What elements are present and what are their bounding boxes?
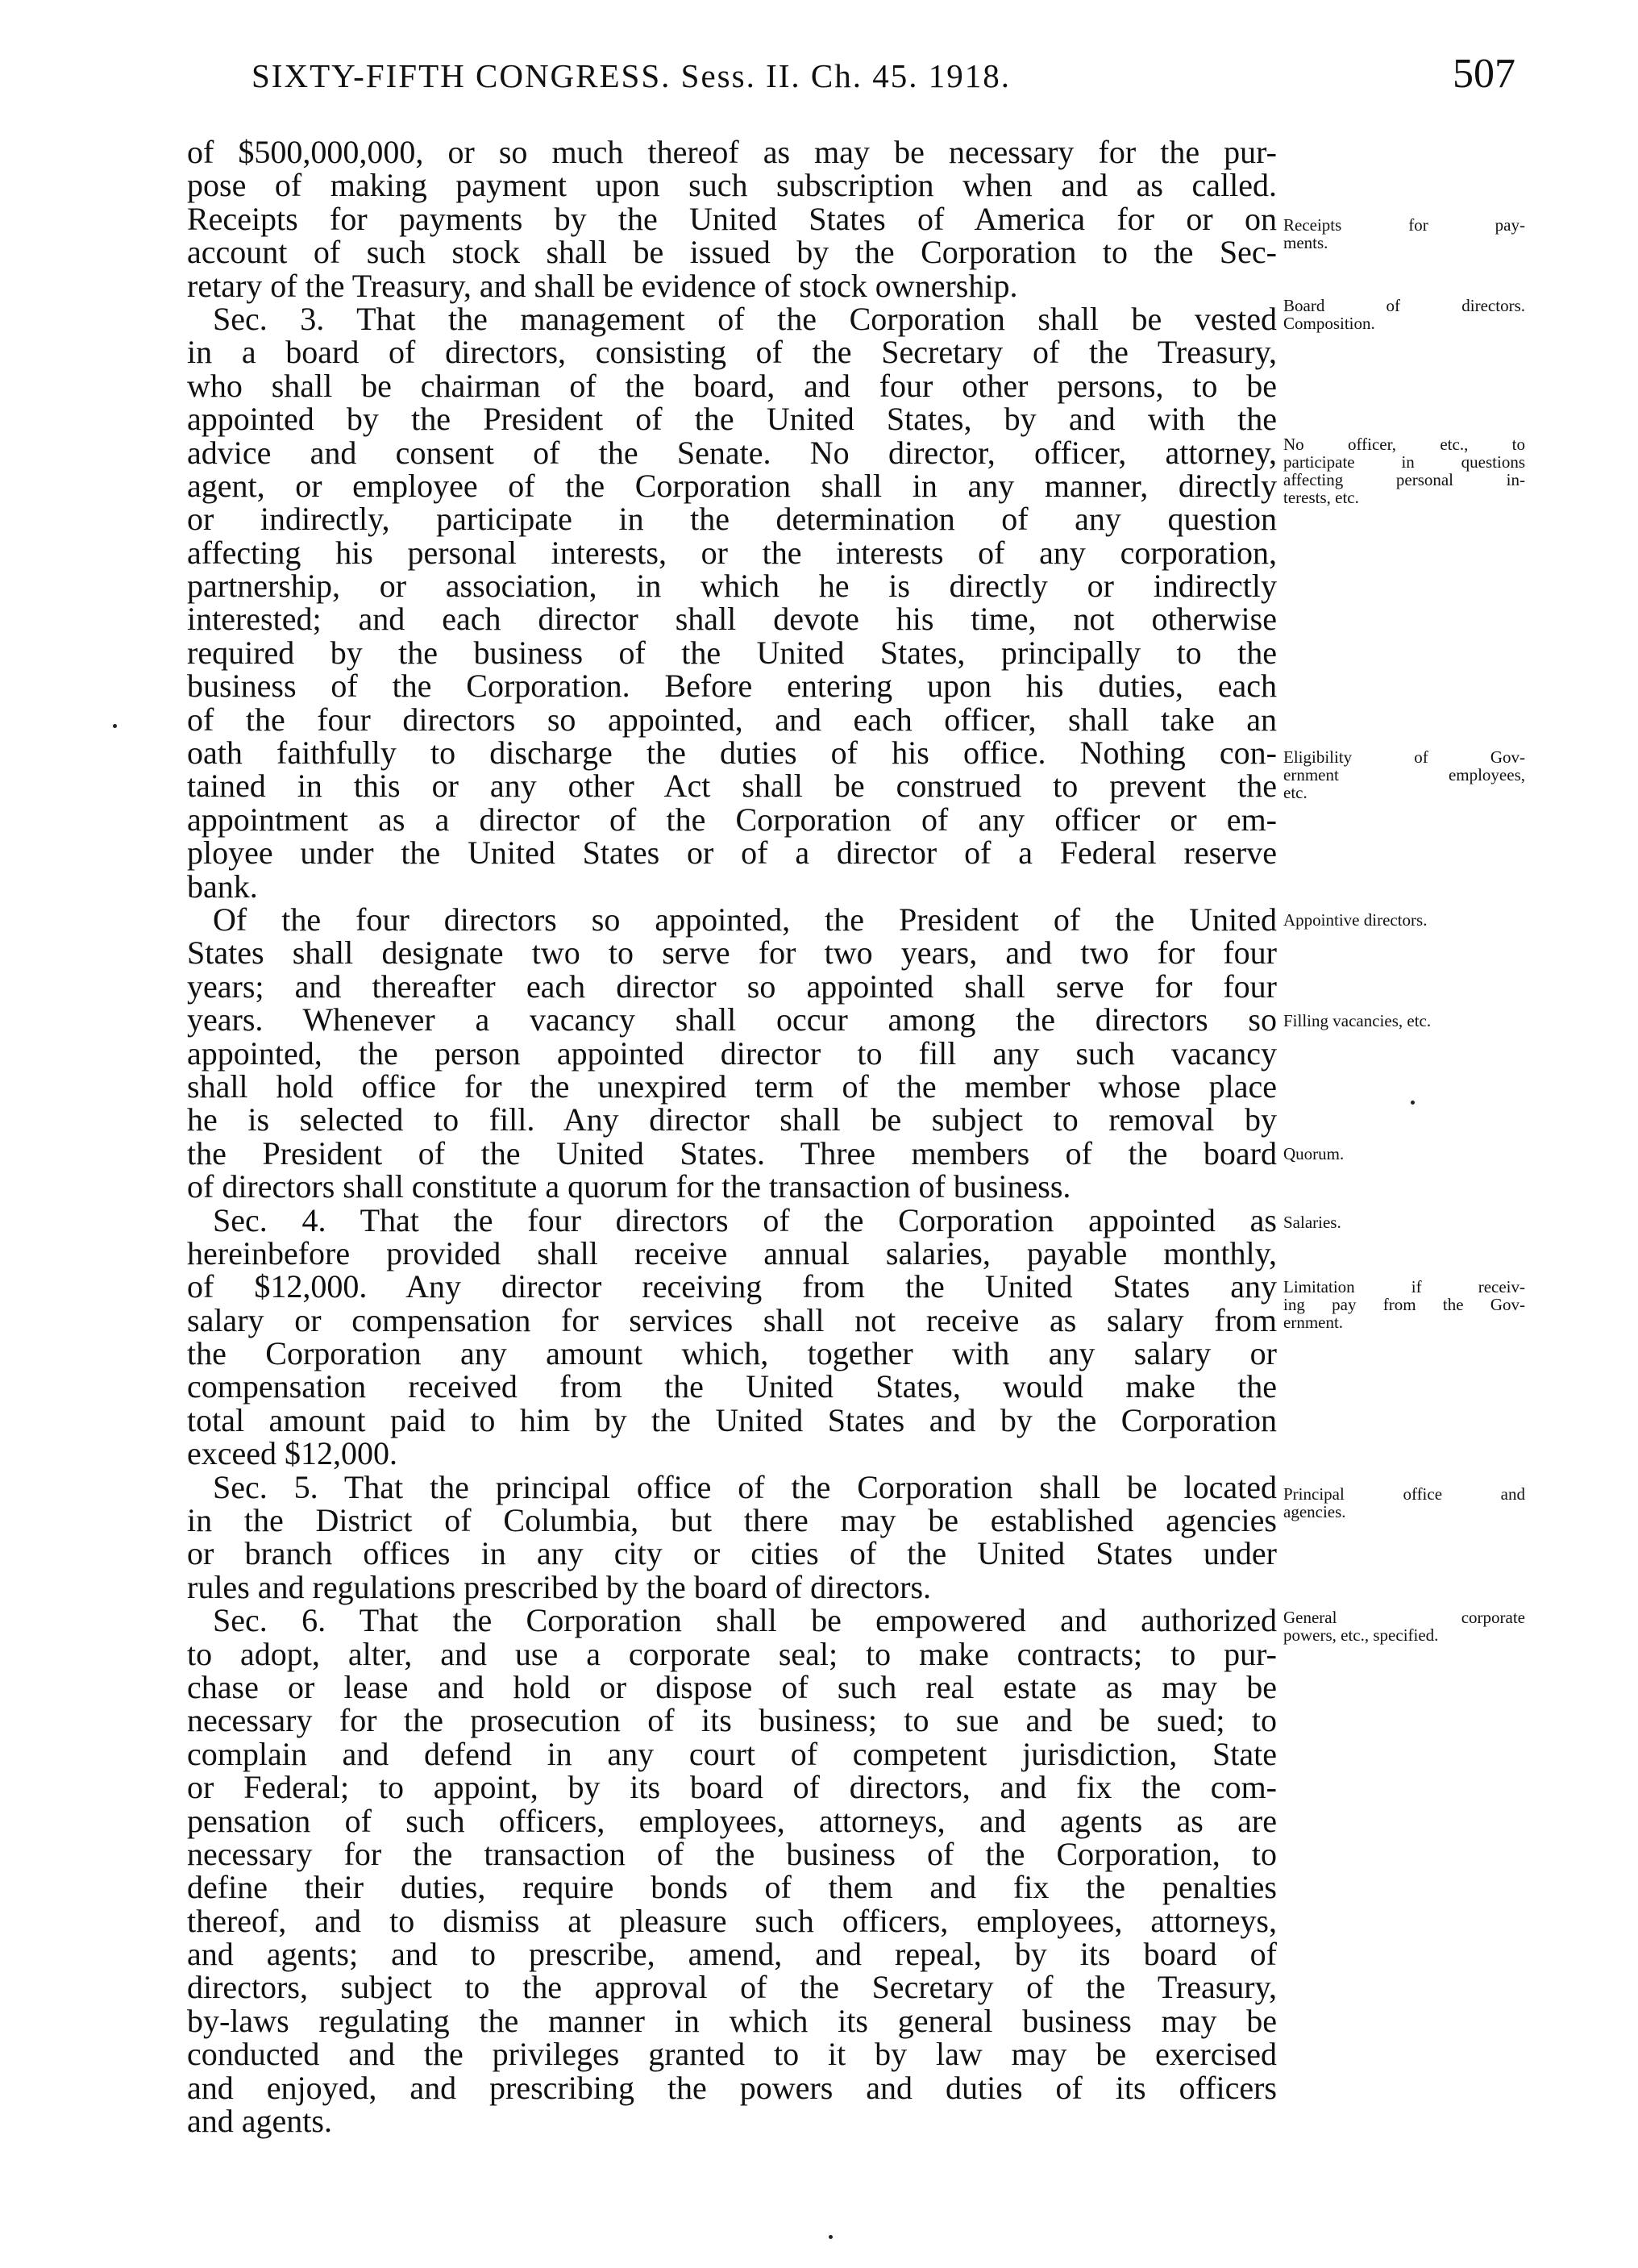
margin-note-line: Salaries. [1283,1213,1341,1232]
margin-note-line: ernment. [1283,1313,1344,1332]
margin-note-line: ernment employees, [1283,765,1525,784]
margin-note-line: powers, etc., specified. [1283,1625,1439,1645]
text-line: of $500,000,000, or so much thereof as may be necessary for the pur- [187,134,1277,170]
text-line: required by the business of the United States, principally to the [187,634,1277,671]
margin-note-line: participate in questions [1283,452,1525,472]
margin-note [1283,911,1525,929]
text-line: Sec. 3. That the management of the Corporation shall be vested [213,300,1277,337]
margin-note-line: Filling vacancies, etc. [1283,1011,1432,1030]
text-line: or Federal; to appoint, by its board of directors, and fix the com- [187,1769,1277,1806]
text-line: ployee under the United States or of a director of a Federal reserve [187,834,1277,872]
text-line: years. Whenever a vacancy shall occur among the directors so [187,1001,1277,1038]
text-line: rules and regulations prescribed by the board of directors. [187,1568,932,1605]
text-line: necessary for the transaction of the business of the Corporation, to [187,1835,1277,1872]
text-line: in the District of Columbia, but there may be established agencies [187,1502,1277,1539]
text-line: who shall be chairman of the board, and four other persons, to be [187,367,1277,404]
margin-note-line: agencies. [1283,1502,1346,1521]
text-line: retary of the Treasury, and shall be evidence of stock ownership. [187,267,1018,304]
text-line: hereinbefore provided shall receive annual salaries, payable monthly, [187,1234,1277,1271]
text-line: oath faithfully to discharge the duties of his office. Nothing con- [187,734,1277,772]
margin-note [1283,297,1525,332]
text-line: the President of the United States. Three members of the board [187,1134,1277,1171]
text-line: bank. [187,868,258,905]
text-line: advice and consent of the Senate. No director, officer, attorney, [187,434,1277,471]
page-number: 507 [1453,51,1515,97]
text-line: total amount paid to him by the United States and by the Corporation [187,1401,1277,1438]
margin-note-line: affecting personal in- [1283,470,1525,489]
margin-note [1283,1485,1525,1521]
text-line: or indirectly, participate in the determination of any question [187,501,1277,538]
margin-note-line: ing pay from the Gov- [1283,1295,1525,1314]
text-line: appointed by the President of the United States, by and with the [187,401,1277,438]
text-line: States shall designate two to serve for two years, and two for four [187,934,1277,972]
margin-note-line: terests, etc. [1283,488,1359,507]
text-line: of directors shall constitute a quorum for the transaction of business. [187,1168,1071,1205]
text-line: partnership, or association, in which he is directly or indirectly [187,568,1277,605]
text-line: and agents; and to prescribe, amend, and repeal, by its board of [187,1936,1277,1973]
margin-note-line: etc. [1283,783,1307,802]
text-line: in a board of directors, consisting of the Secretary of the Treasury, [187,334,1277,371]
text-line: shall hold office for the unexpired term of the member whose place [187,1067,1277,1105]
margin-note-line: Receipts for pay- [1283,215,1525,235]
text-line: necessary for the prosecution of its business; to sue and be sued; to [187,1702,1277,1739]
print-speck [829,2235,833,2239]
text-line: agent, or employee of the Corporation shall in any manner, directly [187,467,1277,504]
margin-note-line: Appointive directors. [1283,910,1428,930]
margin-note-line: Eligibility of Gov- [1283,747,1525,767]
text-line: appointed, the person appointed director to fill any such vacancy [187,1034,1277,1072]
margin-note-line: General corporate [1283,1608,1525,1627]
text-line: or branch offices in any city or cities of the United States under [187,1535,1277,1572]
text-line: complain and defend in any court of competent jurisdiction, State [187,1735,1277,1772]
text-line: interested; and each director shall devote his time, not otherwise [187,601,1277,638]
text-line: Receipts for payments by the United States of America for or on [187,200,1277,237]
running-header [187,50,1515,106]
print-speck [1411,1101,1415,1105]
text-line: he is selected to fill. Any director shall be subject to removal by [187,1101,1277,1138]
print-speck [113,724,117,728]
margin-note-line: No officer, etc., to [1283,435,1525,454]
text-line: salary or compensation for services shall not receive as salary from [187,1301,1277,1338]
text-line: thereof, and to dismiss at pleasure such officers, employees, attorneys, [187,1902,1277,1939]
text-line: and agents. [187,2103,332,2140]
text-line: define their duties, require bonds of them and fix the penalties [187,1869,1277,1906]
text-line: Sec. 4. That the four directors of the Corporation appointed as [213,1201,1277,1238]
text-line: chase or lease and hold or dispose of such real estate as may be [187,1668,1277,1705]
text-line: Of the four directors so appointed, the President of the United [213,901,1277,938]
margin-note-line: Composition. [1283,314,1375,333]
margin-note [1283,1608,1525,1644]
body-text [187,134,1277,2140]
margin-note-line: ments. [1283,233,1328,252]
text-line: and enjoyed, and prescribing the powers and duties of its officers [187,2069,1277,2106]
text-line: Sec. 5. That the principal office of the Corporation shall be located [213,1468,1277,1505]
text-line: by-laws regulating the manner in which its general business may be [187,2002,1277,2039]
text-line: appointment as a director of the Corporation of any officer or em- [187,801,1277,838]
margin-note [1283,435,1525,506]
margin-note [1283,748,1525,801]
margin-note [1283,1012,1525,1030]
text-line: affecting his personal interests, or the interests of any corporation, [187,534,1277,571]
text-line: Sec. 6. That the Corporation shall be empowered and authorized [213,1602,1277,1639]
margin-note-line: Limitation if receiv- [1283,1277,1525,1296]
margin-note [1283,1213,1525,1231]
text-line: pose of making payment upon such subscription when and as called. [187,167,1277,204]
text-line: of $12,000. Any director receiving from the United States any [187,1268,1277,1305]
text-line: pensation of such officers, employees, attorneys, and agents as are [187,1802,1277,1839]
text-line: years; and thereafter each director so appointed shall serve for four [187,968,1277,1005]
text-line: the Corporation any amount which, together with any salary or [187,1335,1277,1372]
text-line: exceed $12,000. [187,1435,398,1472]
margin-note-line: Quorum. [1283,1144,1345,1163]
margin-note [1283,1145,1525,1163]
text-line: tained in this or any other Act shall be construed to prevent the [187,768,1277,805]
text-line: to adopt, alter, and use a corporate seal; to make contracts; to pur- [187,1635,1277,1672]
text-line: conducted and the privileges granted to it by law may be exercised [187,2036,1277,2073]
margin-note [1283,1278,1525,1331]
running-title: SIXTY-FIFTH CONGRESS. Sess. II. Ch. 45. 1918. [252,57,1011,94]
margin-note [1283,216,1525,252]
margin-note-line: Board of directors. [1283,296,1525,315]
text-line: account of such stock shall be issued by the Corporation to the Sec- [187,234,1277,271]
text-line: business of the Corporation. Before entering upon his duties, each [187,668,1277,705]
margin-note-line: Principal office and [1283,1484,1525,1504]
text-line: compensation received from the United States, would make the [187,1368,1277,1405]
text-line: of the four directors so appointed, and each officer, shall take an [187,701,1277,738]
text-line: directors, subject to the approval of the Secretary of the Treasury, [187,1969,1277,2006]
